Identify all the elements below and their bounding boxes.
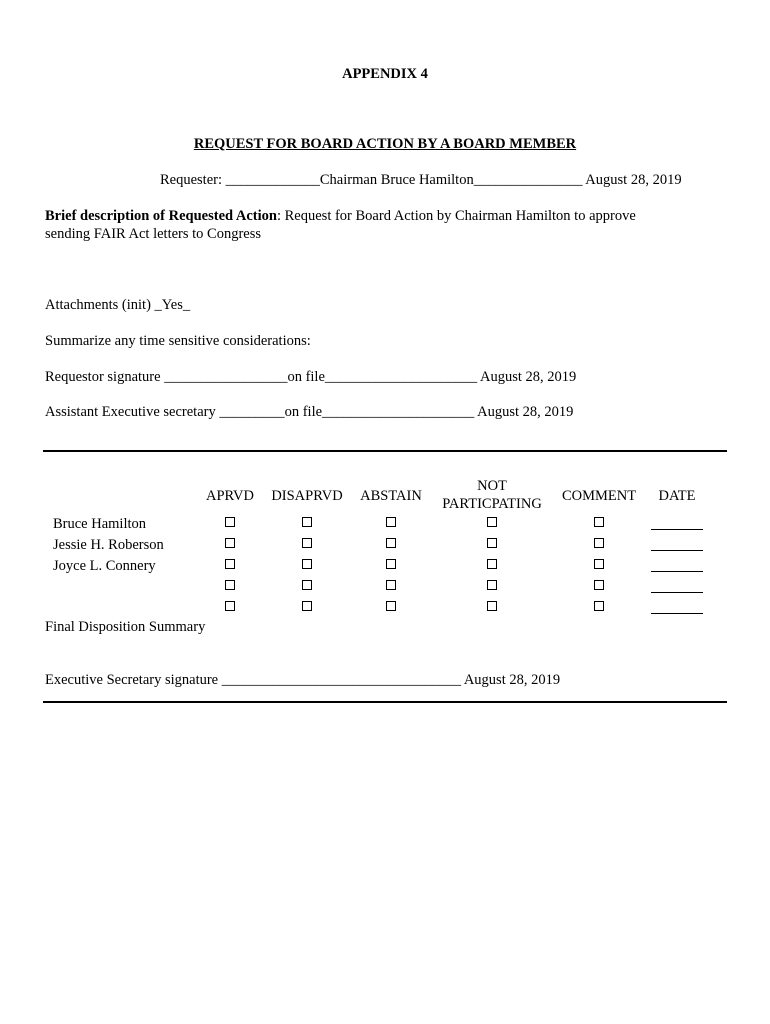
date-blank[interactable] bbox=[651, 613, 703, 614]
abstain-checkbox[interactable] bbox=[386, 580, 396, 590]
signature-blank: _________________________________ bbox=[221, 672, 461, 688]
requester-blank: _______________ bbox=[473, 172, 583, 188]
disaprvd-checkbox[interactable] bbox=[302, 601, 312, 611]
header-comment: COMMENT bbox=[561, 488, 637, 504]
requester-date: August 28, 2019 bbox=[585, 172, 682, 188]
disaprvd-checkbox[interactable] bbox=[302, 517, 312, 527]
signature-blank: _____________________ bbox=[324, 369, 478, 385]
aprvd-checkbox[interactable] bbox=[225, 517, 235, 527]
requester-line bbox=[160, 172, 682, 189]
member-name: Bruce Hamilton bbox=[53, 516, 147, 532]
not-participating-checkbox[interactable] bbox=[487, 580, 497, 590]
member-name: Jessie H. Roberson bbox=[53, 537, 164, 553]
comment-checkbox[interactable] bbox=[594, 559, 604, 569]
header-participating: PARTICPATING bbox=[442, 496, 542, 512]
executive-secretary-date: August 28, 2019 bbox=[463, 672, 561, 688]
aprvd-checkbox[interactable] bbox=[225, 559, 235, 569]
signature-blank: _____________________ bbox=[322, 404, 475, 420]
brief-text: sending FAIR Act letters to Congress bbox=[45, 226, 262, 242]
appendix-heading: APPENDIX 4 bbox=[342, 66, 428, 82]
requestor-signature-value: on file bbox=[287, 369, 325, 385]
requestor-signature-date: August 28, 2019 bbox=[479, 369, 577, 385]
aprvd-checkbox[interactable] bbox=[225, 601, 235, 611]
member-name: Joyce L. Connery bbox=[53, 558, 156, 574]
executive-secretary-signature-line bbox=[45, 672, 560, 689]
assistant-secretary-value: on file bbox=[284, 404, 323, 420]
comment-checkbox[interactable] bbox=[594, 601, 604, 611]
not-participating-checkbox[interactable] bbox=[487, 601, 497, 611]
time-sensitive-line: Summarize any time sensitive considerations: bbox=[45, 333, 311, 349]
aprvd-checkbox[interactable] bbox=[225, 580, 235, 590]
requester-blank: _____________ bbox=[225, 172, 320, 188]
disaprvd-checkbox[interactable] bbox=[302, 538, 312, 548]
date-blank[interactable] bbox=[651, 529, 703, 530]
brief-text: : Request for Board Action by Chairman Hamilton to approve bbox=[276, 208, 636, 224]
comment-checkbox[interactable] bbox=[594, 538, 604, 548]
header-disaprvd: DISAPRVD bbox=[271, 488, 343, 504]
header-abstain: ABSTAIN bbox=[360, 488, 422, 504]
header-aprvd: APRVD bbox=[206, 488, 254, 504]
abstain-checkbox[interactable] bbox=[386, 517, 396, 527]
brief-label: Brief description of Requested Action bbox=[45, 208, 277, 224]
signature-blank: _________ bbox=[219, 404, 285, 420]
abstain-checkbox[interactable] bbox=[386, 559, 396, 569]
signature-blank: _________________ bbox=[164, 369, 288, 385]
executive-secretary-label: Executive Secretary signature bbox=[45, 672, 219, 688]
page-title: REQUEST FOR BOARD ACTION BY A BOARD MEMBER bbox=[193, 136, 577, 152]
not-participating-checkbox[interactable] bbox=[487, 538, 497, 548]
brief-description bbox=[45, 207, 636, 243]
abstain-checkbox[interactable] bbox=[386, 538, 396, 548]
assistant-secretary-label: Assistant Executive secretary bbox=[45, 404, 216, 420]
abstain-checkbox[interactable] bbox=[386, 601, 396, 611]
assistant-secretary-date: August 28, 2019 bbox=[477, 404, 574, 420]
requestor-signature-line bbox=[45, 369, 576, 386]
requester-name: Chairman Bruce Hamilton bbox=[319, 172, 474, 188]
top-divider bbox=[43, 450, 727, 452]
not-participating-checkbox[interactable] bbox=[487, 517, 497, 527]
header-not: NOT bbox=[477, 478, 507, 494]
header-not-participating bbox=[432, 477, 552, 513]
header-date: DATE bbox=[658, 488, 696, 504]
date-blank[interactable] bbox=[651, 550, 703, 551]
disaprvd-checkbox[interactable] bbox=[302, 559, 312, 569]
final-disposition-summary: Final Disposition Summary bbox=[45, 619, 206, 635]
aprvd-checkbox[interactable] bbox=[225, 538, 235, 548]
requestor-signature-label: Requestor signature bbox=[45, 369, 161, 385]
date-blank[interactable] bbox=[651, 592, 703, 593]
date-blank[interactable] bbox=[651, 571, 703, 572]
comment-checkbox[interactable] bbox=[594, 517, 604, 527]
attachments-line: Attachments (init) _Yes_ bbox=[45, 297, 191, 313]
bottom-divider bbox=[43, 701, 727, 703]
not-participating-checkbox[interactable] bbox=[487, 559, 497, 569]
requester-label: Requester: bbox=[160, 172, 223, 188]
disaprvd-checkbox[interactable] bbox=[302, 580, 312, 590]
assistant-secretary-line bbox=[45, 404, 573, 421]
comment-checkbox[interactable] bbox=[594, 580, 604, 590]
